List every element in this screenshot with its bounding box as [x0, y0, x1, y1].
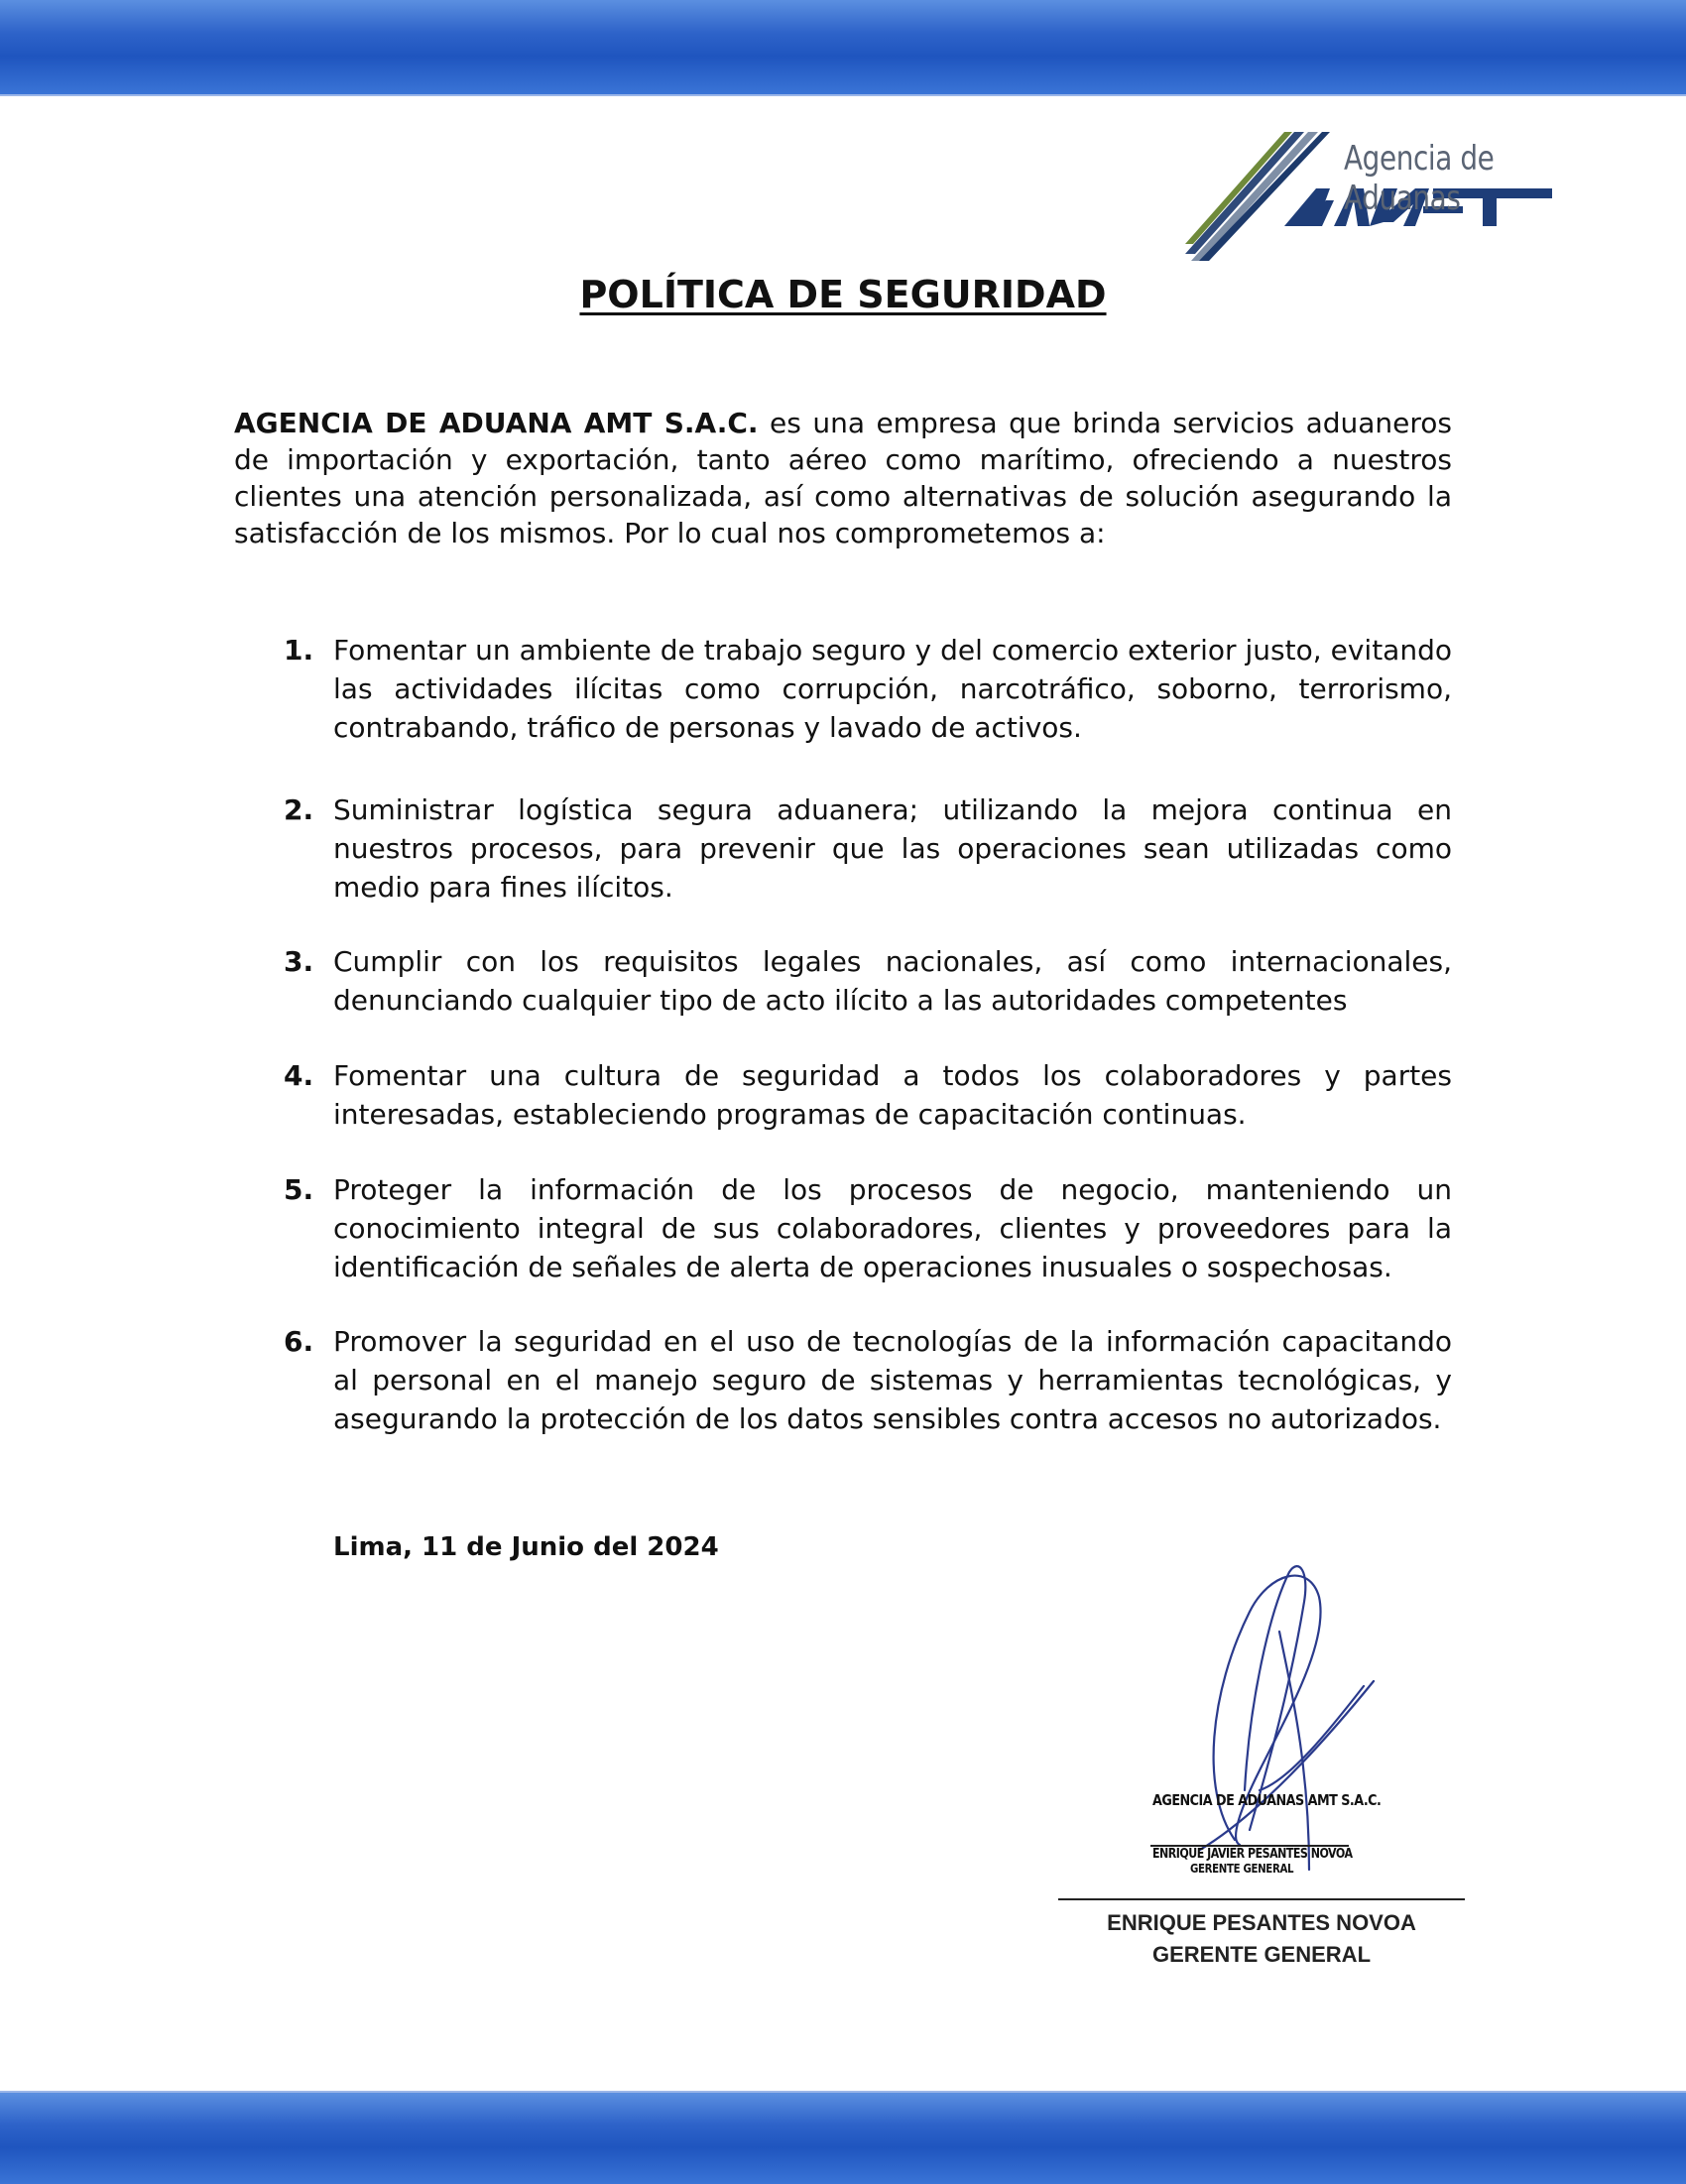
item-number: 6.: [284, 1325, 314, 1358]
item-number: 3.: [284, 945, 314, 978]
stamp-company: AGENCIA DE ADUANAS AMT S.A.C.: [1152, 1791, 1382, 1809]
stamp-role: GERENTE GENERAL: [1190, 1862, 1294, 1876]
handwritten-signature-icon: [1141, 1542, 1388, 1884]
footer-band: [0, 2091, 1686, 2184]
item-number: 1.: [284, 634, 314, 667]
item-text: Fomentar una cultura de seguridad a todos los colaboradores y partes interesadas, estableciendo programas de capacitación continuas.: [333, 1059, 1452, 1131]
list-item: [234, 1322, 1452, 1438]
item-text: Promover la seguridad en el uso de tecnologías de la información capacitando al personal en el manejo seguro de sistemas y herramientas tecnológicas, y asegurando la protección de los datos sensibles contra accesos no autorizados.: [333, 1325, 1452, 1435]
signature-line: [1058, 1898, 1465, 1900]
item-text: Suministrar logística segura aduanera; utilizando la mejora continua en nuestros procesos, para prevenir que las operaciones sean utilizadas como medio para fines ilícitos.: [333, 793, 1452, 904]
intro-paragraph: [234, 405, 1452, 551]
item-text: Proteger la información de los procesos de negocio, manteniendo un conocimiento integral de sus colaboradores, clientes y proveedores para la identificación de señales de alerta de operaciones inusuales o sospechosas.: [333, 1173, 1452, 1283]
company-name: AGENCIA DE ADUANA AMT S.A.C.: [234, 407, 759, 439]
stamp-person: ENRIQUE JAVIER PESANTES NOVOA: [1152, 1847, 1353, 1862]
list-item: [234, 942, 1452, 1020]
signatory-role: GERENTE GENERAL: [1151, 1942, 1372, 1967]
item-text: Fomentar un ambiente de trabajo seguro y del comercio exterior justo, evitando las actividades ilícitas como corrupción, narcotráfico, soborno, terrorismo, contrabando, tráfico de personas y lavado de activos.: [333, 634, 1452, 744]
item-number: 5.: [284, 1173, 314, 1206]
item-text: Cumplir con los requisitos legales nacionales, así como internacionales, denunciando cualquier tipo de acto ilícito a las autoridades competentes: [333, 945, 1452, 1017]
list-item: [234, 1170, 1452, 1286]
signatory-name: ENRIQUE PESANTES NOVOA: [1107, 1910, 1416, 1935]
item-number: 4.: [284, 1059, 314, 1092]
commitments-list: [234, 631, 1452, 1438]
page-title: POLÍTICA DE SEGURIDAD: [579, 273, 1107, 316]
intro-text: es una empresa que brinda servicios aduaneros de importación y exportación, tanto aéreo como marítimo, ofreciendo a nuestros clientes una atención personalizada, así como alternativas de solución asegurando la satisfacción de los mismos. Por lo cual nos comprometemos a:: [234, 407, 1452, 549]
document-date: Lima, 11 de Junio del 2024: [333, 1532, 719, 1562]
list-item: [234, 631, 1452, 747]
company-logo: [1185, 127, 1602, 261]
list-item: [234, 790, 1452, 907]
header-band: [0, 0, 1686, 96]
logo-tagline: Agencia de Aduanas: [1344, 139, 1495, 218]
list-item: [234, 1056, 1452, 1134]
item-number: 2.: [284, 793, 314, 826]
